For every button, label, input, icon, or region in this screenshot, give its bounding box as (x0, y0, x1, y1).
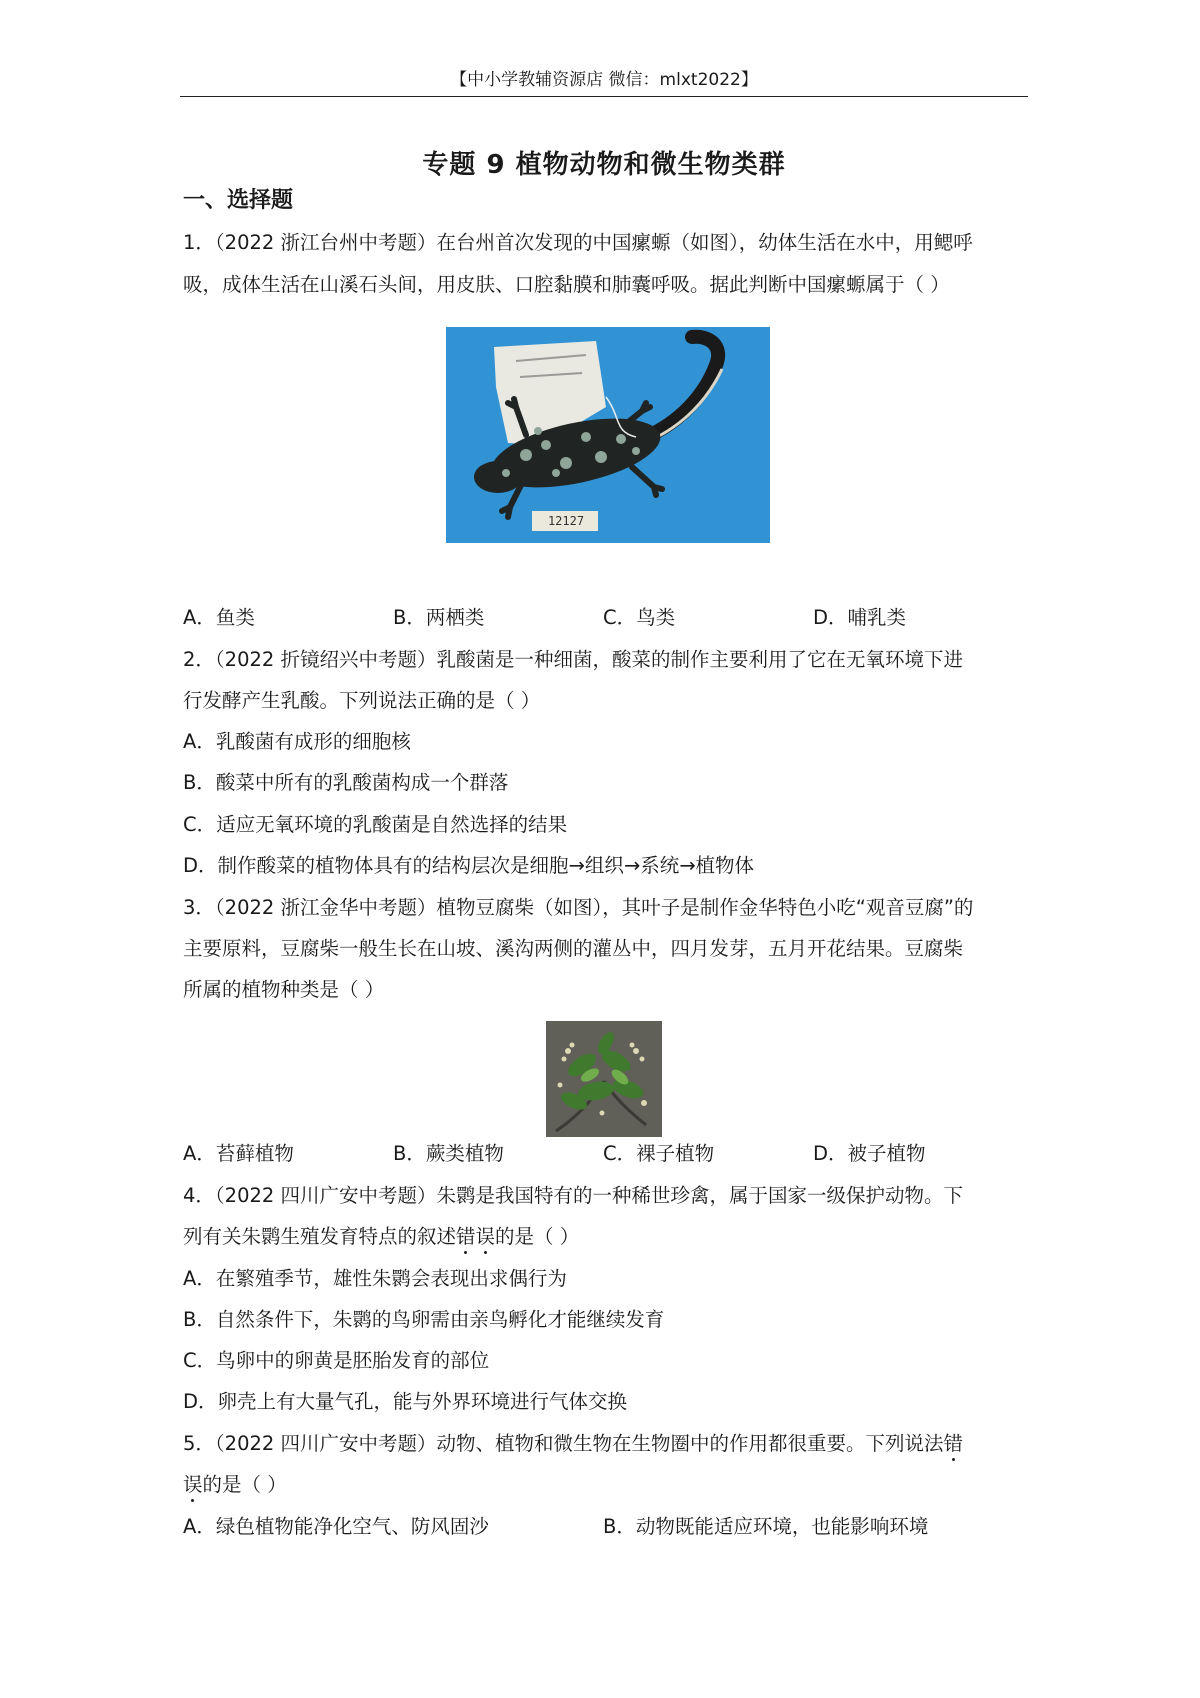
question-4-option-d: D．卵壳上有大量气孔，能与外界环境进行气体交换 (183, 1390, 628, 1413)
question-3-option-a: A．苔藓植物 (183, 1142, 294, 1165)
question-4-line-2 (183, 1222, 1033, 1252)
question-2-line-1: 2．（2022 折镜绍兴中考题）乳酸菌是一种细菌，酸菜的制作主要利用了它在无氧环境下进 (183, 648, 963, 671)
question-1-option-b: B．两栖类 (393, 606, 485, 629)
question-2-option-d: D．制作酸菜的植物体具有的结构层次是细胞→组织→系统→植物体 (183, 854, 755, 877)
question-1-line-2: 吸，成体生活在山溪石头间，用皮肤、口腔黏膜和肺囊呼吸。据此判断中国瘰螈属于（ ） (183, 273, 950, 296)
page-header: 【中小学教辅资源店 微信：mlxt2022】 (180, 64, 1028, 97)
question-3-line-1: 3．（2022 浙江金华中考题）植物豆腐柴（如图），其叶子是制作金华特色小吃“观音豆腐”的 (183, 896, 974, 919)
emphasis-char: 误 (475, 1225, 496, 1248)
question-3-option-c: C．裸子植物 (603, 1142, 715, 1165)
question-1-option-a: A．鱼类 (183, 606, 255, 629)
question-4-emphasis (456, 1225, 495, 1248)
section-heading: 一、选择题 (183, 188, 294, 213)
question-4-option-c: C．鸟卵中的卵黄是胚胎发育的部位 (183, 1349, 490, 1372)
question-4-option-b: B．自然条件下，朱鹮的鸟卵需由亲鸟孵化才能继续发育 (183, 1308, 665, 1331)
question-5-option-b: B．动物既能适应环境，也能影响环境 (603, 1515, 929, 1538)
question-2-option-c: C．适应无氧环境的乳酸菌是自然选择的结果 (183, 813, 568, 836)
question-4-line-2-suffix: 的是（ ） (495, 1225, 580, 1248)
question-5-line-2 (183, 1470, 1033, 1500)
question-4-line-2-prefix: 列有关朱鹮生殖发育特点的叙述 (183, 1225, 457, 1248)
question-2-option-a: A．乳酸菌有成形的细胞核 (183, 730, 411, 753)
question-5-option-a: A．绿色植物能净化空气、防风固沙 (183, 1515, 489, 1538)
emphasis-char: 错 (456, 1225, 476, 1248)
question-3-line-3: 所属的植物种类是（ ） (183, 978, 385, 1001)
question-2-option-b: B．酸菜中所有的乳酸菌构成一个群落 (183, 771, 509, 794)
question-5-emphasis-1: 错 (943, 1432, 963, 1455)
question-5-line-1-prefix: 5．（2022 四川广安中考题）动物、植物和微生物在生物圈中的作用都很重要。下列说法 (183, 1432, 944, 1455)
question-3-line-2: 主要原料，豆腐柴一般生长在山坡、溪沟两侧的灌丛中，四月发芽，五月开花结果。豆腐柴 (183, 937, 964, 960)
question-4-option-a: A．在繁殖季节，雄性朱鹮会表现出求偶行为 (183, 1267, 567, 1290)
question-1-line-1: 1．（2022 浙江台州中考题）在台州首次发现的中国瘰螈（如图），幼体生活在水中，用鳃呼 (183, 231, 973, 254)
page-title: 专题 9 植物动物和微生物类群 (422, 150, 786, 180)
question-3-option-d: D．被子植物 (813, 1142, 926, 1165)
salamander-photo (446, 327, 770, 543)
question-5-line-2-suffix: 的是（ ） (202, 1473, 287, 1496)
specimen-label-text: 12127 (547, 514, 585, 528)
question-5-emphasis-2: 误 (183, 1473, 203, 1496)
question-1-option-c: C．鸟类 (603, 606, 676, 629)
question-1-option-d: D．哺乳类 (813, 606, 907, 629)
tofu-plant-photo (546, 1021, 662, 1137)
question-4-line-1: 4．（2022 四川广安中考题）朱鹮是我国特有的一种稀世珍禽，属于国家一级保护动物。下 (183, 1184, 963, 1207)
question-4-emphasis-text (456, 1225, 495, 1248)
question-5-line-1 (183, 1429, 1033, 1459)
question-3-option-b: B．蕨类植物 (393, 1142, 504, 1165)
question-2-line-2: 行发酵产生乳酸。下列说法正确的是（ ） (183, 689, 541, 712)
